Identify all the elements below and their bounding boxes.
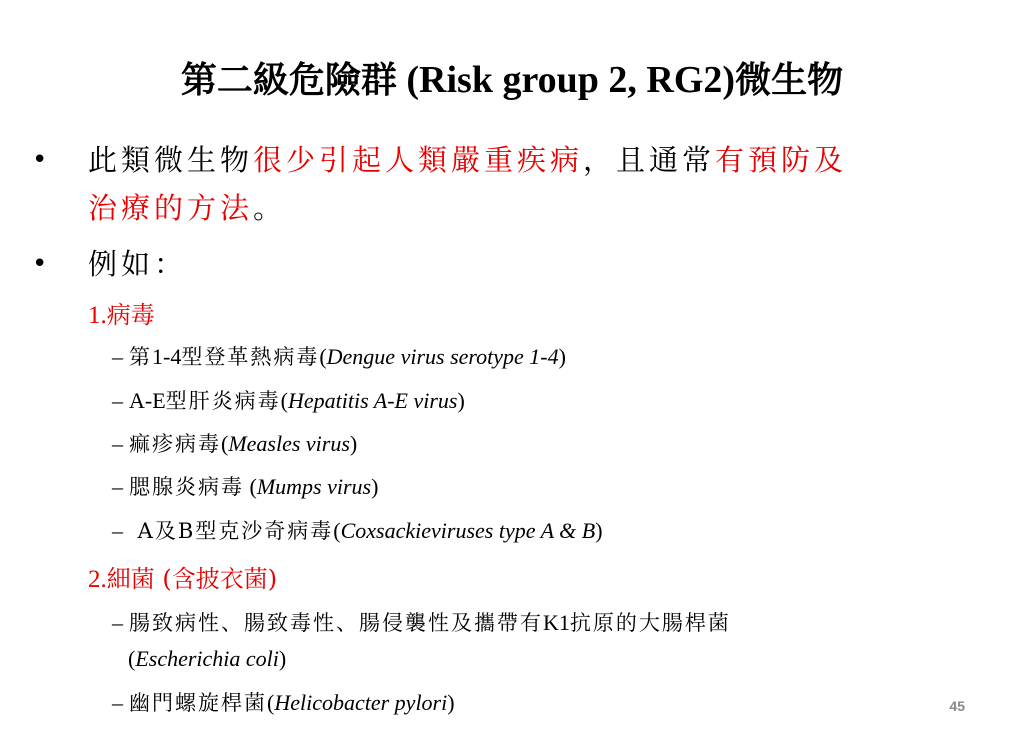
title-zh-suffix: 微生物: [735, 59, 844, 101]
paren-open: (: [128, 646, 136, 671]
list-item: [112, 429, 357, 459]
bullet-2-text: 例如：: [88, 247, 188, 281]
dash: –: [112, 431, 123, 456]
category-number: 2.: [88, 566, 107, 593]
item-latin-name: Helicobacter pylori: [274, 690, 448, 715]
bullet-dot: •: [32, 145, 48, 175]
paren-open: (: [319, 344, 327, 369]
dash: –: [112, 610, 123, 635]
paren-open: (: [221, 431, 229, 456]
bullet-1-text-c: 。: [253, 191, 287, 225]
dash: –: [112, 388, 123, 413]
item-name: 腮腺炎病毒: [129, 475, 244, 499]
item-name-tail: 抗原的大腸桿菌: [569, 611, 731, 635]
bullet-1-highlight-a: 很少引起人類嚴重疾病: [253, 143, 584, 177]
paren-close: ): [558, 344, 566, 369]
list-item: [112, 472, 378, 502]
bullet-1-highlight-b: 有預防及: [715, 143, 848, 177]
paren-close: ): [595, 518, 603, 543]
list-item-continuation: [128, 644, 286, 674]
list-item: [112, 516, 603, 546]
dash: –: [112, 690, 123, 715]
item-antigen: K1: [543, 610, 570, 635]
category-label: 病毒: [106, 301, 155, 329]
item-prefix: 第: [129, 345, 152, 369]
bullet-dot: •: [32, 249, 48, 279]
paren-close: ): [371, 474, 379, 499]
list-item: [112, 342, 566, 372]
item-latin-name: Coxsackieviruses type A & B: [340, 518, 596, 543]
bullet-1-text-a: 此類微生物: [88, 143, 254, 177]
category-viruses: [88, 298, 155, 333]
item-name: 型肝炎病毒: [165, 389, 281, 413]
bullet-1-line-2: [88, 186, 286, 230]
dash: –: [112, 474, 123, 499]
item-prefix-latin: 1-4: [152, 344, 182, 369]
title-latin: (Risk group 2, RG2): [396, 59, 736, 101]
dash: –: [112, 518, 123, 543]
bullet-1-text-b: ，且通常: [583, 143, 716, 177]
paren-open: (: [244, 474, 257, 499]
list-item: [112, 688, 455, 718]
paren-close: ): [349, 431, 358, 456]
item-latin-name: Mumps virus: [256, 474, 372, 499]
title-zh-prefix: 第二級危險群: [180, 59, 397, 101]
list-item: [112, 386, 465, 416]
paren-open: (: [280, 388, 288, 413]
item-latin-name: Escherichia coli: [135, 646, 279, 671]
item-latin-name: Dengue virus serotype 1-4: [326, 344, 559, 369]
item-prefix-latin: A-E: [129, 388, 166, 413]
paren-open: (: [267, 690, 275, 715]
item-name: 型登革熱病毒: [181, 345, 320, 369]
bullet-1-line-1: [88, 138, 847, 182]
slide-title: [0, 58, 1024, 102]
paren-close: ): [447, 690, 455, 715]
item-prefix: A及B: [129, 519, 196, 543]
item-name: 腸致病性、腸致毒性、腸侵襲性及攜帶有: [129, 611, 543, 635]
category-label: 細菌 (含披衣菌): [106, 565, 278, 593]
category-number: 1.: [88, 302, 107, 329]
item-name: 型克沙奇病毒: [195, 519, 334, 543]
item-name: 痲疹病毒: [129, 432, 221, 456]
dash: –: [112, 344, 123, 369]
paren-open: (: [333, 518, 341, 543]
item-latin-name: Hepatitis A-E virus: [287, 388, 458, 413]
paren-close: ): [457, 388, 465, 413]
item-latin-name: Measles virus: [228, 431, 350, 456]
list-item: [112, 608, 731, 638]
page-number: 45: [949, 698, 965, 714]
category-bacteria: [88, 562, 277, 597]
item-name: 幽門螺旋桿菌: [129, 691, 267, 715]
bullet-1-highlight-c: 治療的方法: [88, 191, 254, 225]
paren-close: ): [278, 646, 287, 671]
